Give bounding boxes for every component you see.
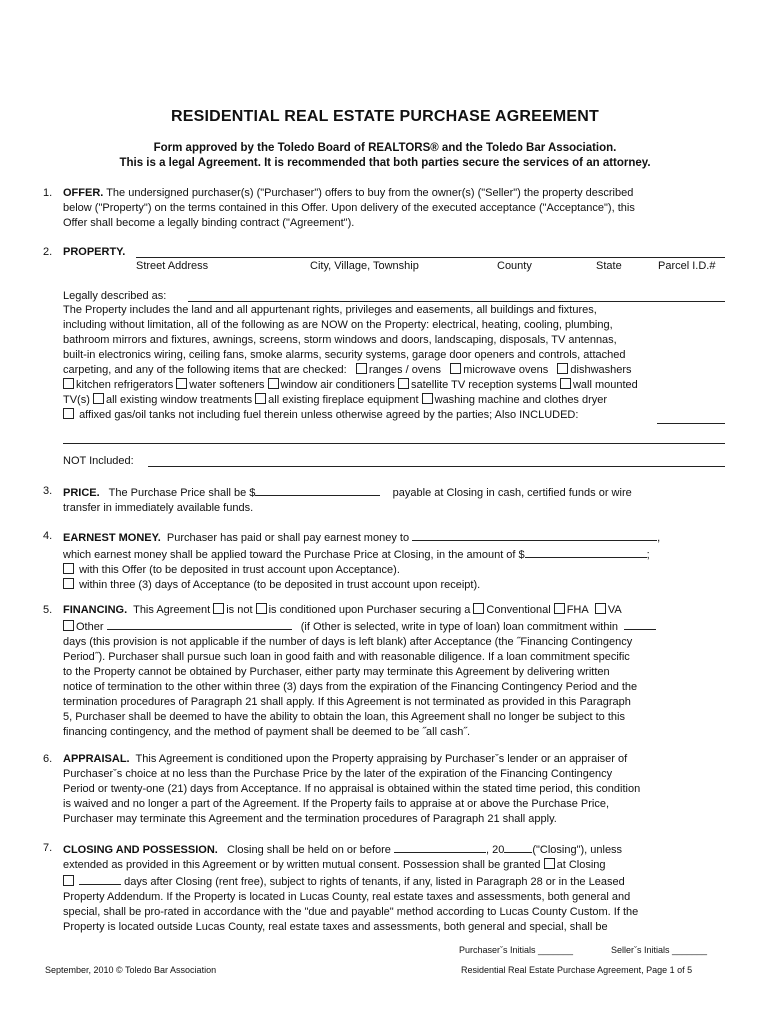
ranges-checkbox[interactable] (356, 363, 367, 374)
text-line: 5, Purchaser shall be deemed to have the ability to obtain the loan, this Agreement shall no longer be subject to this (63, 711, 625, 723)
water-softeners-checkbox[interactable] (176, 378, 187, 389)
punctuation: , (657, 532, 661, 544)
closing-year-input[interactable] (504, 841, 532, 853)
text-line: is waived and no longer a part of the Agreement. If the Property fails to appraise at or above the Purchase Price, (63, 798, 610, 810)
legal-description-input[interactable] (188, 301, 725, 302)
text-line: termination procedures of Paragraph 21 shall apply. If this Agreement is not terminated as provided in this Paragraph (63, 696, 631, 708)
with-offer-checkbox[interactable] (63, 563, 74, 574)
microwave-label: microwave ovens (463, 364, 549, 376)
text-line: financing contingency, and the method of payment shall be deemed to be ˝all cash˝. (63, 726, 471, 738)
closing-date-input[interactable] (394, 841, 486, 853)
text-line: including without limitation, all of the following as are NOW on the Property: electrical, heating, cooling, plumbing, (63, 319, 613, 331)
text-line: (if Other is selected, write in type of loan) loan commitment within (300, 621, 619, 633)
section-number: 4. (43, 530, 53, 542)
tv-label: TV(s) (63, 394, 90, 406)
text-line: carpeting, and any of the following items that are checked: (63, 364, 347, 376)
ranges-label: ranges / ovens (368, 364, 442, 376)
earnest-money-holder-input[interactable] (412, 529, 657, 541)
conventional-checkbox[interactable] (473, 603, 484, 614)
possession-days-input[interactable] (79, 873, 121, 885)
possession-at-closing-checkbox[interactable] (544, 858, 555, 869)
conventional-label: Conventional (486, 604, 551, 616)
street-address-label: Street Address (136, 260, 209, 272)
section-price (63, 484, 726, 516)
gas-oil-tanks-checkbox[interactable] (63, 408, 74, 419)
other-loan-type-input[interactable] (107, 618, 292, 630)
not-included-label: NOT Included: (63, 455, 134, 467)
state-label: State (596, 260, 622, 272)
text-line: to the Property cannot be obtained by Purchaser, either party may terminate this Agreement by delivering written (63, 666, 610, 678)
document-title: RESIDENTIAL REAL ESTATE PURCHASE AGREEMENT (171, 108, 599, 125)
section-heading: PROPERTY. (63, 246, 126, 258)
property-includes-text (63, 303, 726, 423)
section-earnest-money (63, 529, 726, 593)
section-heading: EARNEST MONEY. (63, 532, 161, 544)
footer-page-label: Residential Real Estate Purchase Agreement, Page 1 of 5 (461, 965, 693, 975)
section-heading: FINANCING. (63, 604, 128, 616)
within-three-days-label: within three (3) days of Acceptance (to be deposited in trust account upon receipt). (79, 579, 481, 591)
seller-initials[interactable]: Sellerˇs Initials _______ (611, 945, 708, 955)
wall-mounted-label: wall mounted (572, 379, 638, 391)
is-label: is conditioned upon Purchaser securing a (268, 604, 471, 616)
window-ac-label: window air conditioners (280, 379, 395, 391)
microwave-checkbox[interactable] (450, 363, 461, 374)
legal-notice-line: This is a legal Agreement. It is recommended that both parties secure the services of an attorney. (119, 157, 651, 169)
dishwashers-checkbox[interactable] (557, 363, 568, 374)
section-heading: CLOSING AND POSSESSION. (63, 844, 218, 856)
text-line: This Agreement (133, 604, 211, 616)
section-number: 5. (43, 604, 53, 616)
window-treatments-checkbox[interactable] (93, 393, 104, 404)
approval-line: Form approved by the Toledo Board of REALTORS® and the Toledo Bar Association. (153, 142, 617, 154)
text-line: The Property includes the land and all appurtenant rights, privileges and easements, all buildings and fixtures, (63, 304, 597, 316)
is-checkbox[interactable] (256, 603, 267, 614)
satellite-label: satellite TV reception systems (410, 379, 557, 391)
section-financing (63, 603, 726, 740)
within-three-days-checkbox[interactable] (63, 578, 74, 589)
commitment-days-input[interactable] (624, 618, 656, 630)
text-line: transfer in immediately available funds. (63, 502, 254, 514)
text-line: , 20 (485, 844, 505, 856)
text-line: below ("Property") on the terms contained in this Offer. Upon delivery of the executed acceptance ("Acceptance"), this (63, 202, 635, 214)
earnest-money-amount-input[interactable] (525, 546, 647, 558)
section-heading: APPRAISAL. (63, 753, 130, 765)
section-number: 2. (43, 246, 53, 258)
text-line: This Agreement is conditioned upon the Property appraising by Purchaserˇs lender or an appraiser of (135, 753, 628, 765)
legal-description-label: Legally described as: (63, 290, 167, 302)
text-line: notice of termination to the other within three (3) days from the expiration of the Financing Contingency Period and the (63, 681, 638, 693)
city-label: City, Village, Township (310, 260, 419, 272)
address-input-line[interactable] (136, 257, 725, 258)
refrigerators-checkbox[interactable] (63, 378, 74, 389)
purchaser-initials[interactable]: Purchaserˇs Initials _______ (459, 945, 574, 955)
possession-days-after-checkbox[interactable] (63, 875, 74, 886)
satellite-checkbox[interactable] (398, 378, 409, 389)
section-number: 7. (43, 842, 53, 854)
text-line: Offer shall become a legally binding contract ("Agreement"). (63, 217, 355, 229)
section-number: 3. (43, 485, 53, 497)
gas-oil-tanks-label: affixed gas/oil tanks not including fuel therein unless otherwise agreed by the parties; Also INCLUDED: (79, 409, 579, 421)
punctuation: ; (646, 549, 650, 561)
text-line: Property is located outside Lucas County, real estate taxes and assessments, both general and special, shall be (63, 921, 608, 933)
section-appraisal (63, 752, 726, 827)
fha-checkbox[interactable] (554, 603, 565, 614)
refrigerators-label: kitchen refrigerators (76, 379, 174, 391)
other-loan-checkbox[interactable] (63, 620, 74, 631)
text-line: Purchaser may terminate this Agreement and the termination procedures of Paragraph 21 shall apply. (63, 813, 557, 825)
washer-dryer-label: washing machine and clothes dryer (434, 394, 608, 406)
text-line: which earnest money shall be applied toward the Purchase Price at Closing, in the amount of $ (63, 549, 525, 561)
text-line: days after Closing (rent free), subject to rights of tenants, if any, listed in Paragraph 28 or in the Leased (124, 876, 625, 888)
footer-date-copyright: September, 2010 © Toledo Bar Association (45, 965, 217, 975)
text-line: extended as provided in this Agreement or by written mutual consent. Possession shall be granted (63, 859, 541, 871)
parcel-id-label: Parcel I.D.# (658, 260, 716, 272)
wall-mounted-checkbox[interactable] (560, 378, 571, 389)
section-offer (63, 186, 726, 231)
section-closing-possession (63, 841, 726, 935)
text-line: days (this provision is not applicable if the number of days is left blank) after Acceptance (the ˝Financing Contingency (63, 636, 633, 648)
water-softeners-label: water softeners (189, 379, 265, 391)
purchase-price-input[interactable] (255, 484, 380, 496)
va-checkbox[interactable] (595, 603, 606, 614)
possession-at-closing-label: at Closing (556, 859, 606, 871)
text-line: payable at Closing in cash, certified funds or wire (392, 487, 632, 499)
is-not-checkbox[interactable] (213, 603, 224, 614)
fha-label: FHA (566, 604, 589, 616)
text-line: The Purchase Price shall be $ (108, 487, 256, 499)
window-treatments-label: all existing window treatments (105, 394, 253, 406)
text-line: Closing shall be held on or before (227, 844, 391, 856)
also-included-input[interactable] (657, 423, 725, 424)
text-line: Property Addendum. If the Property is located in Lucas County, real estate taxes and assessments, both general and (63, 891, 631, 903)
text-line: The undersigned purchaser(s) ("Purchaser") offers to buy from the owner(s) ("Seller") the property described (106, 187, 634, 199)
county-label: County (497, 260, 532, 272)
text-line: Period or twenty-one (21) days from Acceptance. If no appraisal is obtained within the stated time period, this condition (63, 783, 641, 795)
text-line: Purchaserˇs choice at no less than the Purchase Price by the later of the expiration of the Financing Contingency (63, 768, 613, 780)
not-included-input[interactable] (148, 466, 725, 467)
also-included-input-line-2[interactable] (63, 443, 725, 444)
section-number: 1. (43, 187, 53, 199)
va-label: VA (607, 604, 622, 616)
window-ac-checkbox[interactable] (268, 378, 279, 389)
text-line: ("Closing"), unless (532, 844, 623, 856)
text-line: Purchaser has paid or shall pay earnest money to (166, 532, 410, 544)
text-line: built-in electronics wiring, ceiling fans, smoke alarms, security systems, garage door openers and controls, attached (63, 349, 626, 361)
is-not-label: is not (226, 604, 253, 616)
with-offer-label: with this Offer (to be deposited in trust account upon Acceptance). (79, 564, 400, 576)
section-heading: OFFER. (63, 187, 104, 199)
section-number: 6. (43, 753, 53, 765)
section-heading: PRICE. (63, 487, 100, 499)
text-line: bathroom mirrors and fixtures, awnings, screens, storm windows and doors, landscaping, disposals, TV antennas, (63, 334, 617, 346)
fireplace-checkbox[interactable] (255, 393, 266, 404)
text-line: special, shall be pro-rated in accordance with the "due and payable" method according to Lucas County Custom. If the (63, 906, 639, 918)
text-line: Period˝). Purchaser shall pursue such loan in good faith and with reasonable diligence. If a loan commitment specific (63, 651, 630, 663)
fireplace-label: all existing fireplace equipment (268, 394, 419, 406)
washer-dryer-checkbox[interactable] (422, 393, 433, 404)
dishwashers-label: dishwashers (570, 364, 632, 376)
other-loan-label: Other (76, 621, 104, 633)
